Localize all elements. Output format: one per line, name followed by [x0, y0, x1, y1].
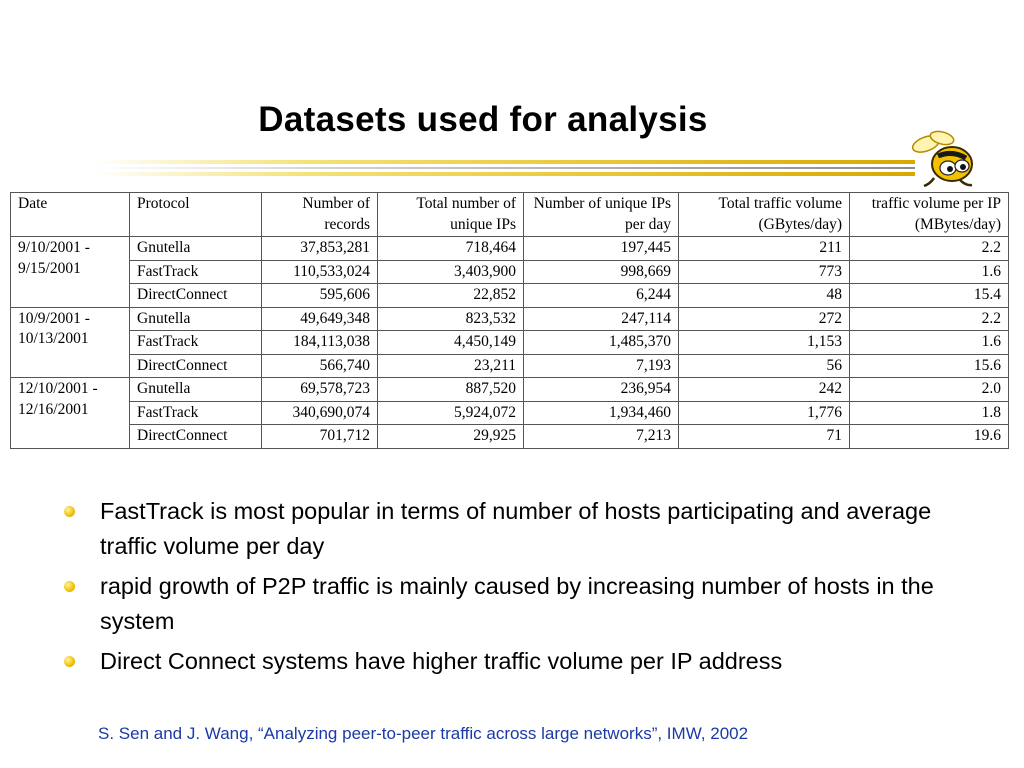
protocol-cell: Gnutella [130, 307, 262, 331]
bullet-list [62, 494, 982, 684]
header-total-unique-ips: Total number of unique IPs [378, 193, 524, 237]
total-ips-cell: 823,532 [378, 307, 524, 331]
table-header-row [11, 193, 1009, 237]
total-ips-cell: 22,852 [378, 284, 524, 308]
traffic-volume-cell: 56 [679, 354, 850, 378]
traffic-volume-cell: 48 [679, 284, 850, 308]
traffic-volume-cell: 242 [679, 378, 850, 402]
table-row [11, 307, 1009, 331]
protocol-cell: FastTrack [130, 260, 262, 284]
records-cell: 37,853,281 [262, 237, 378, 261]
table-row [11, 378, 1009, 402]
bullet-dot-icon [64, 656, 75, 667]
records-cell: 110,533,024 [262, 260, 378, 284]
total-ips-cell: 23,211 [378, 354, 524, 378]
traffic-per-ip-cell: 2.2 [850, 237, 1009, 261]
traffic-volume-cell: 71 [679, 425, 850, 449]
protocol-cell: FastTrack [130, 401, 262, 425]
ips-per-day-cell: 7,193 [524, 354, 679, 378]
traffic-per-ip-cell: 15.6 [850, 354, 1009, 378]
ips-per-day-cell: 1,485,370 [524, 331, 679, 355]
bullet-dot-icon [64, 506, 75, 517]
traffic-volume-cell: 1,153 [679, 331, 850, 355]
ips-per-day-cell: 7,213 [524, 425, 679, 449]
protocol-cell: Gnutella [130, 237, 262, 261]
records-cell: 595,606 [262, 284, 378, 308]
records-cell: 340,690,074 [262, 401, 378, 425]
header-protocol: Protocol [130, 193, 262, 237]
records-cell: 69,578,723 [262, 378, 378, 402]
total-ips-cell: 29,925 [378, 425, 524, 449]
traffic-per-ip-cell: 19.6 [850, 425, 1009, 449]
table-row [11, 354, 1009, 378]
traffic-volume-cell: 211 [679, 237, 850, 261]
table-row [11, 331, 1009, 355]
traffic-volume-cell: 1,776 [679, 401, 850, 425]
datasets-table [10, 192, 1009, 449]
total-ips-cell: 5,924,072 [378, 401, 524, 425]
ips-per-day-cell: 197,445 [524, 237, 679, 261]
bullet-text: Direct Connect systems have higher traffic volume per IP address [100, 648, 783, 674]
traffic-per-ip-cell: 1.6 [850, 260, 1009, 284]
table-row [11, 425, 1009, 449]
traffic-per-ip-cell: 2.2 [850, 307, 1009, 331]
records-cell: 49,649,348 [262, 307, 378, 331]
traffic-per-ip-cell: 15.4 [850, 284, 1009, 308]
records-cell: 701,712 [262, 425, 378, 449]
bullet-item [62, 569, 982, 639]
citation: S. Sen and J. Wang, “Analyzing peer-to-peer traffic across large networks”, IMW, 2002 [98, 724, 749, 743]
table-row [11, 260, 1009, 284]
total-ips-cell: 3,403,900 [378, 260, 524, 284]
header-traffic-per-ip: traffic volume per IP (MBytes/day) [850, 193, 1009, 237]
ips-per-day-cell: 998,669 [524, 260, 679, 284]
total-ips-cell: 718,464 [378, 237, 524, 261]
total-ips-cell: 887,520 [378, 378, 524, 402]
table-row [11, 401, 1009, 425]
protocol-cell: FastTrack [130, 331, 262, 355]
ips-per-day-cell: 236,954 [524, 378, 679, 402]
title-rule-grey [95, 167, 915, 169]
title-rule-gold-bottom [95, 172, 915, 176]
header-records: Number of records [262, 193, 378, 237]
traffic-per-ip-cell: 1.8 [850, 401, 1009, 425]
ips-per-day-cell: 1,934,460 [524, 401, 679, 425]
header-date: Date [11, 193, 130, 237]
bullet-item [62, 494, 982, 564]
traffic-per-ip-cell: 2.0 [850, 378, 1009, 402]
bullet-dot-icon [64, 581, 75, 592]
header-total-traffic-volume: Total traffic volume (GBytes/day) [679, 193, 850, 237]
bullet-item [62, 644, 982, 679]
date-cell: 12/10/2001 - 12/16/2001 [11, 378, 130, 449]
protocol-cell: DirectConnect [130, 284, 262, 308]
title-rule-gold-top [95, 160, 915, 164]
protocol-cell: DirectConnect [130, 354, 262, 378]
table-row [11, 284, 1009, 308]
records-cell: 184,113,038 [262, 331, 378, 355]
header-unique-ips-per-day: Number of unique IPs per day [524, 193, 679, 237]
traffic-volume-cell: 773 [679, 260, 850, 284]
yellow-jacket-mascot-icon [908, 128, 980, 190]
bullet-text: rapid growth of P2P traffic is mainly caused by increasing number of hosts in the system [100, 573, 934, 634]
protocol-cell: DirectConnect [130, 425, 262, 449]
table-row [11, 237, 1009, 261]
records-cell: 566,740 [262, 354, 378, 378]
slide-title: Datasets used for analysis [258, 100, 708, 139]
traffic-per-ip-cell: 1.6 [850, 331, 1009, 355]
traffic-volume-cell: 272 [679, 307, 850, 331]
ips-per-day-cell: 6,244 [524, 284, 679, 308]
ips-per-day-cell: 247,114 [524, 307, 679, 331]
bullet-text: FastTrack is most popular in terms of number of hosts participating and average traffic volume per day [100, 498, 932, 559]
date-cell: 10/9/2001 - 10/13/2001 [11, 307, 130, 378]
protocol-cell: Gnutella [130, 378, 262, 402]
total-ips-cell: 4,450,149 [378, 331, 524, 355]
date-cell: 9/10/2001 - 9/15/2001 [11, 237, 130, 308]
